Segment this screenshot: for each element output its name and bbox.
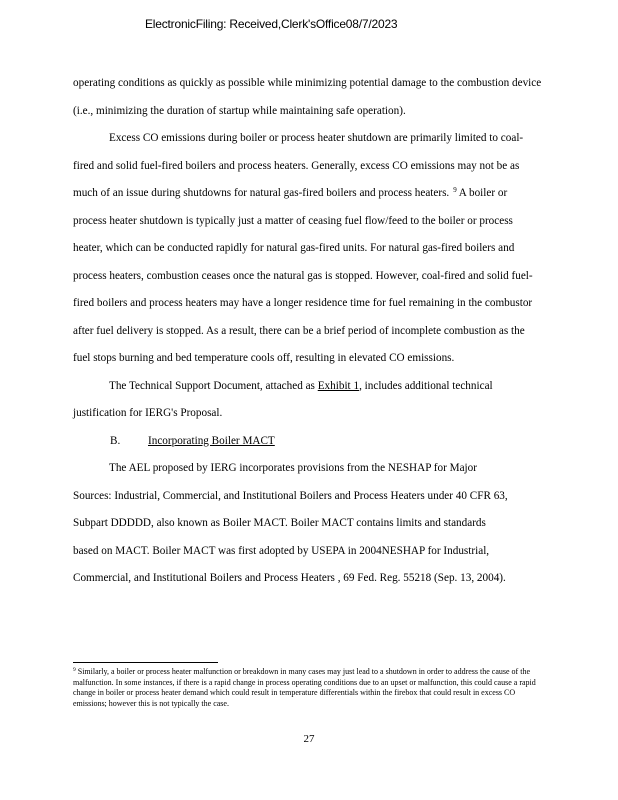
paragraph-line: The AEL proposed by IERG incorporates provisions from the NESHAP for Major	[109, 462, 477, 474]
body-text	[73, 70, 543, 593]
filing-stamp-header: ElectronicFiling: Received,Clerk'sOffice08/7/2023	[145, 17, 398, 31]
section-title: Incorporating Boiler MACT	[148, 434, 275, 447]
footnote	[73, 667, 545, 709]
paragraph-text: Excess CO emissions during boiler or process heater shutdown are primarily limited to coal-fired and solid fuel-fired boilers and process heaters. Generally, excess CO emissions may not be as much of an issue during shutdowns for natural gas-fired boilers and process heaters.	[73, 132, 524, 199]
paragraph-text: , includes additional technical justification for IERG's Proposal.	[73, 379, 493, 419]
paragraph-text: A boiler or process heater shutdown is typically just a matter of ceasing fuel flow/feed to the boiler or process heater, which can be conducted rapidly for natural gas-fired units. For natural gas-fired boilers and process heaters, combustion ceases once the natural gas is stopped. However, coal-fired and solid fuel-fired boilers and process heaters may have a longer residence time for fuel remaining in the combustor after fuel delivery is stopped. As a result, there can be a brief period of incomplete combustion as the fuel stops burning and bed temperature cools off, resulting in elevated CO emissions.	[73, 187, 533, 364]
paragraph-line: Commercial, and Institutional Boilers and Process Heaters , 69 Fed. Reg. 55218 (Sep. 13, 2004).	[73, 572, 506, 584]
footnote-reference[interactable]: 9	[453, 186, 457, 194]
section-letter: B.	[110, 434, 121, 447]
section-heading	[73, 428, 543, 456]
footnote-text: Similarly, a boiler or process heater malfunction or breakdown in many cases may just lead to a shutdown in order to address the cause of the malfunction. In some instances, if there is a rapid change in process operating conditions due to an upset or malfunction, this could cause a rapid change in boiler or process heater demand which could result in temperature differentials within the firebox that could result in excess CO emissions; however this is not typically the case.	[73, 667, 536, 708]
page-number: 27	[303, 733, 315, 745]
paragraph-line: based on MACT. Boiler MACT was first adopted by USEPA in 2004NESHAP for Industrial,	[73, 544, 490, 557]
paragraph-technical-support	[73, 373, 543, 428]
paragraph-text: The Technical Support Document, attached as	[109, 379, 315, 392]
footnote-divider	[73, 662, 218, 663]
paragraph-line: Sources: Industrial, Commercial, and Institutional Boilers and Process Heaters under 40 CFR 63,	[73, 489, 508, 502]
exhibit-link[interactable]: Exhibit 1	[317, 379, 360, 392]
paragraph-line: Subpart DDDDD, also known as Boiler MACT. Boiler MACT contains limits and standards	[73, 517, 486, 529]
footnote-number: 9	[73, 667, 76, 673]
paragraph-continuation: operating conditions as quickly as possible while minimizing potential damage to the combustion device (i.e., minimizing the duration of startup while maintaining safe operation).	[73, 77, 542, 117]
paragraph-shutdown-emissions	[73, 125, 543, 373]
